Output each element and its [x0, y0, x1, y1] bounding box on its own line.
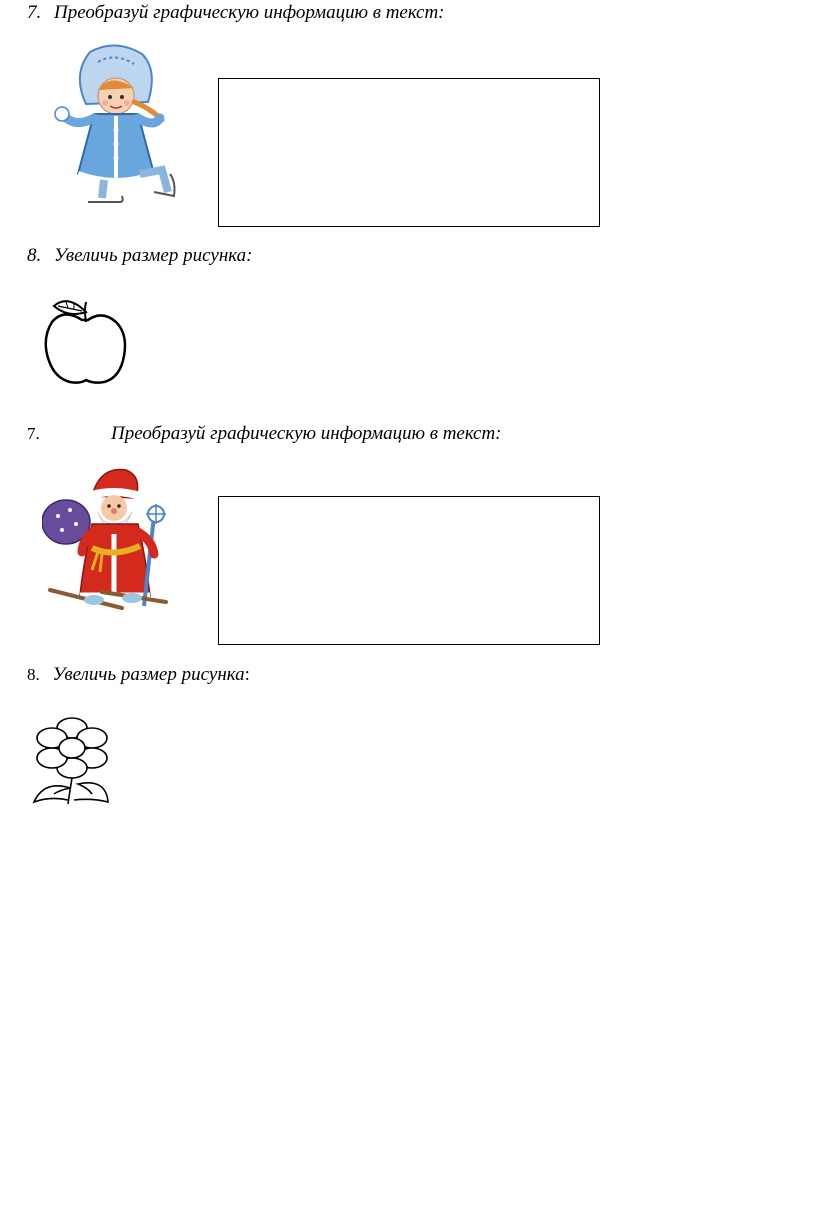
task-title: Увеличь размер рисунка	[52, 664, 245, 685]
father-frost-icon	[42, 462, 174, 622]
task-number: 8.	[27, 245, 42, 266]
task-8-heading	[27, 245, 253, 267]
answer-box-2[interactable]	[218, 496, 600, 645]
task-number: 7.	[27, 424, 40, 443]
task-title: Преобразуй графическую информацию в текст:	[54, 2, 445, 23]
snow-maiden-icon	[50, 42, 180, 212]
flower-outline-icon	[30, 714, 114, 806]
task-number: 7.	[27, 2, 42, 23]
task-title: Увеличь размер рисунка:	[54, 245, 253, 266]
task-7-heading	[27, 2, 445, 24]
apple-outline-icon	[42, 292, 132, 388]
task-7b-heading	[27, 423, 502, 445]
task-8b-heading	[27, 664, 250, 686]
task-number: 8.	[27, 665, 40, 684]
task-title: Преобразуй графическую информацию в текст:	[111, 423, 502, 444]
answer-box-1[interactable]	[218, 78, 600, 227]
task-title-suffix: :	[244, 664, 250, 685]
